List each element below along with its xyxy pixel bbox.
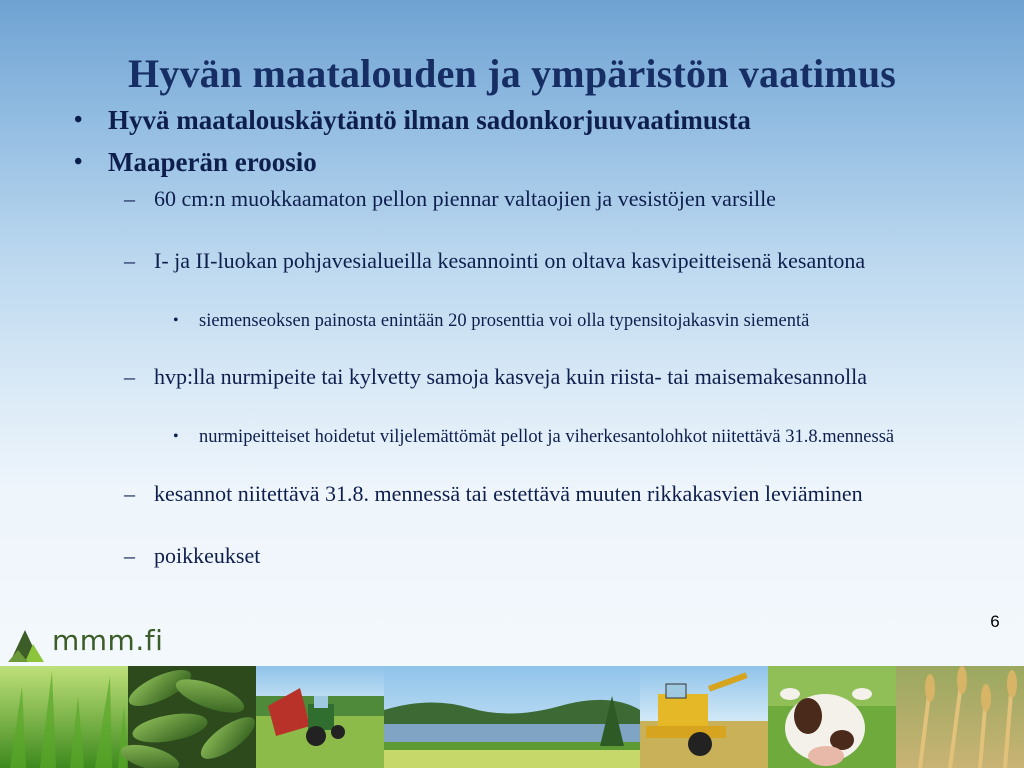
bullet-text: siemenseoksen painosta enintään 20 prosenttia voi olla typensitojakasvin siementä bbox=[199, 311, 810, 331]
grass-photo bbox=[0, 666, 128, 768]
mmm-logo[interactable] bbox=[6, 624, 176, 664]
mmm-logo-icon bbox=[6, 624, 50, 664]
bullet-text: kesannot niitettävä 31.8. mennessä tai estettävä muuten rikkakasvien leviäminen bbox=[154, 481, 863, 506]
sub-bullet-field-margin bbox=[124, 186, 964, 212]
logo-text: mmm.fi bbox=[52, 624, 164, 657]
bullet-marker: • bbox=[74, 107, 83, 133]
dash-marker: – bbox=[124, 186, 135, 211]
dash-marker: – bbox=[124, 543, 135, 568]
bullet-text: Hyvä maatalouskäytäntö ilman sadonkorjuuvaatimusta bbox=[108, 105, 751, 135]
wheat-photo bbox=[896, 666, 1024, 768]
dash-marker: – bbox=[124, 364, 135, 389]
sub-bullet-groundwater-areas bbox=[124, 248, 964, 274]
bullet-good-agricultural-practice bbox=[74, 103, 751, 137]
cow-photo bbox=[768, 666, 896, 768]
sub-bullet-grass-cover bbox=[124, 364, 964, 390]
bullet-text: I- ja II-luokan pohjavesialueilla kesannointi on oltava kasvipeitteisenä kesantona bbox=[154, 248, 866, 273]
dash-marker: – bbox=[124, 248, 135, 273]
cucumbers-photo bbox=[118, 666, 261, 768]
bullet-text: Maaperän eroosio bbox=[108, 147, 317, 177]
bullet-marker: • bbox=[173, 428, 179, 445]
sub-bullet-fallow-mowing bbox=[124, 481, 964, 507]
page-number: 6 bbox=[990, 612, 1000, 631]
bullet-text: hvp:lla nurmipeite tai kylvetty samoja kasveja kuin riista- tai maisemakesannolla bbox=[154, 364, 867, 389]
sub-sub-bullet-seed-mixture bbox=[173, 310, 969, 332]
bullet-soil-erosion bbox=[74, 145, 317, 179]
sub-bullet-exceptions bbox=[124, 543, 964, 569]
bullet-text: poikkeukset bbox=[154, 543, 261, 568]
sub-sub-bullet-mowing bbox=[173, 426, 969, 448]
lake-landscape-photo bbox=[384, 666, 640, 768]
bullet-text: 60 cm:n muokkaamaton pellon piennar valtaojien ja vesistöjen varsille bbox=[154, 186, 776, 211]
combine-harvester-photo bbox=[640, 666, 768, 768]
bullet-marker: • bbox=[173, 312, 179, 329]
bullet-text: nurmipeitteiset hoidetut viljelemättömät pellot ja viherkesantolohkot niitettävä 31.8.mennessä bbox=[199, 427, 895, 447]
photo-strip bbox=[0, 666, 1024, 768]
slide-title: Hyvän maatalouden ja ympäristön vaatimus bbox=[127, 51, 897, 96]
dash-marker: – bbox=[124, 481, 135, 506]
tractor-field-photo bbox=[256, 666, 384, 768]
bullet-marker: • bbox=[74, 149, 83, 175]
